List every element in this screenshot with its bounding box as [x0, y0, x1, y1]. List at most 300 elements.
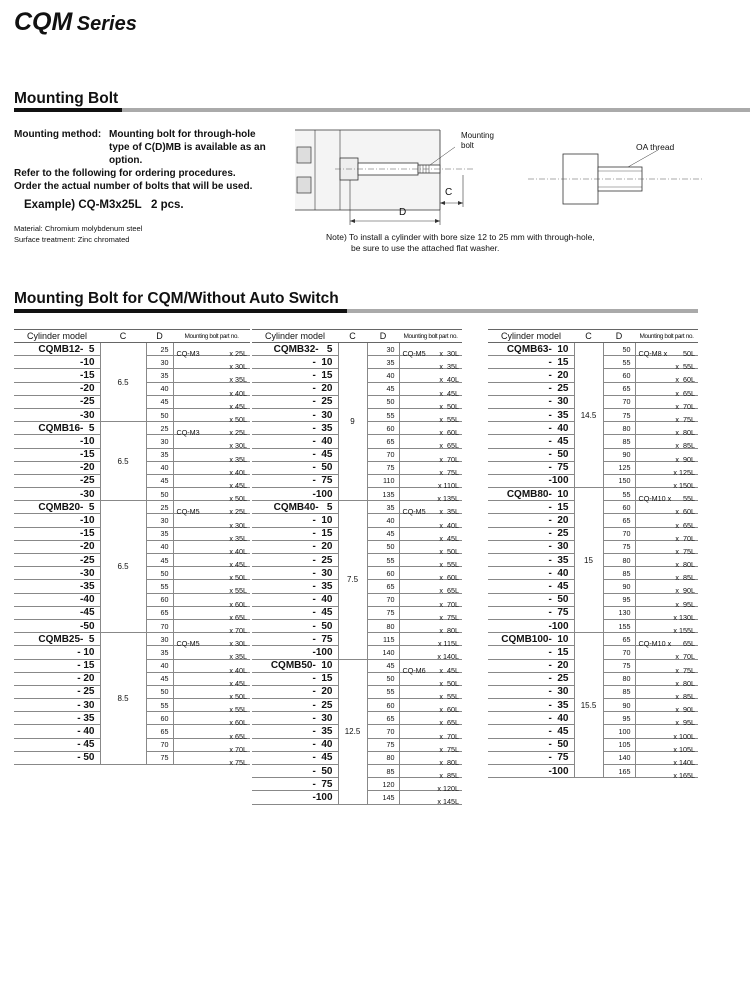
dimension-d: 65 [603, 514, 635, 527]
part-number [173, 343, 250, 359]
dimension-d: 75 [603, 408, 635, 421]
cylinder-model: CQMB12- 5 [14, 343, 100, 356]
dimension-c: 15.5 [574, 633, 603, 778]
part-suffix: x 70L [675, 401, 695, 411]
part-suffix: x 50L [229, 691, 247, 701]
dimension-d: 70 [367, 593, 399, 606]
part-number [173, 712, 250, 728]
cylinder-model: CQMB16- 5 [14, 422, 100, 435]
part-suffix: x 60L [229, 718, 247, 728]
dimension-d: 150 [603, 474, 635, 487]
dimension-d: 100 [603, 725, 635, 738]
cylinder-model: - 10 [252, 514, 338, 527]
dimension-d: 40 [146, 540, 173, 553]
dimension-d: 75 [367, 738, 399, 751]
part-number [173, 751, 250, 767]
dimension-d: 120 [367, 778, 399, 791]
part-number [173, 461, 250, 477]
dimension-d: 45 [367, 382, 399, 395]
dimension-d: 30 [146, 633, 173, 646]
cylinder-model: -10 [14, 435, 100, 448]
material-text: Material: Chromium molybdenum steel [14, 224, 143, 233]
dimension-d: 60 [146, 593, 173, 606]
part-suffix: x 85L [439, 771, 459, 781]
part-number [173, 448, 250, 464]
part-suffix: x 80L [675, 560, 695, 570]
part-suffix: x 45L [229, 678, 247, 688]
part-suffix: x 50L [439, 678, 459, 688]
dimension-d: 25 [146, 343, 173, 356]
example-text: Example) CQ-M3x25L 2 pcs. [24, 199, 184, 211]
part-number [399, 606, 462, 622]
part-suffix: x 70L [229, 626, 247, 636]
method-text-1: Mounting bolt for through-hole [109, 129, 256, 140]
part-number [173, 659, 250, 675]
dimension-d: 50 [146, 488, 173, 501]
part-number [399, 646, 462, 662]
cylinder-model: - 25 [14, 685, 100, 698]
part-suffix: x 30L [439, 349, 459, 359]
part-number [635, 593, 698, 609]
part-suffix: x 65L [675, 388, 695, 398]
cylinder-model: -30 [14, 408, 100, 421]
cylinder-model: - 15 [252, 369, 338, 382]
part-prefix: CQ-M3 [176, 349, 200, 359]
cylinder-model: - 45 [488, 725, 574, 738]
part-number [173, 554, 250, 570]
part-number [635, 461, 698, 477]
cylinder-model: - 35 [14, 712, 100, 725]
dimension-d: 90 [603, 580, 635, 593]
part-suffix: x 75L [675, 546, 695, 556]
part-suffix: x 40L [439, 375, 459, 385]
cylinder-model: -20 [14, 382, 100, 395]
part-suffix: x 50L [439, 546, 459, 556]
col-header-model: Cylinder model [488, 330, 574, 343]
part-number [173, 699, 250, 715]
part-suffix: x 55L [439, 691, 459, 701]
dimension-d: 95 [603, 593, 635, 606]
part-number [173, 514, 250, 530]
part-suffix: x 40L [229, 665, 247, 675]
dimension-d: 155 [603, 619, 635, 632]
cylinder-model: CQMB63- 10 [488, 343, 574, 356]
dimension-d: 85 [367, 765, 399, 778]
section-title-mounting-bolt: Mounting Bolt [14, 90, 119, 107]
part-suffix: x 60L [675, 507, 695, 517]
cylinder-model: - 35 [488, 554, 574, 567]
part-suffix: x 45L [229, 480, 247, 490]
order-text: Order the actual number of bolts that will be used. [14, 181, 253, 192]
dimension-d: 40 [367, 514, 399, 527]
dimension-d: 50 [367, 395, 399, 408]
part-number [173, 738, 250, 754]
part-suffix: x 60L [675, 375, 695, 385]
part-number [173, 422, 250, 438]
cylinder-model: - 35 [252, 725, 338, 738]
part-number [635, 382, 698, 398]
part-suffix: x 90L [675, 705, 695, 715]
dimension-d: 80 [603, 672, 635, 685]
dimension-d: 55 [146, 699, 173, 712]
dimension-d: 25 [146, 422, 173, 435]
part-number [399, 408, 462, 425]
part-number [635, 474, 698, 490]
part-suffix: x 45L [439, 533, 459, 543]
cylinder-model: -50 [14, 619, 100, 632]
col-header-part: Mounting bolt part no. [635, 330, 698, 343]
part-number [399, 527, 462, 543]
part-suffix: x 50L [439, 401, 459, 411]
part-number [399, 435, 462, 451]
dimension-d: 80 [603, 554, 635, 567]
oa-thread-diagram [528, 150, 708, 210]
cylinder-model: - 40 [14, 725, 100, 738]
part-number [399, 778, 462, 794]
part-number [173, 606, 250, 622]
part-number [173, 501, 250, 517]
table-row [14, 343, 250, 356]
cylinder-model: CQMB100- 10 [488, 633, 574, 646]
part-suffix: x 75L [439, 467, 459, 477]
part-number [399, 540, 462, 556]
cylinder-model: -35 [14, 580, 100, 593]
cylinder-model: - 20 [488, 369, 574, 382]
cylinder-model: - 30 [488, 540, 574, 553]
part-suffix: x 70L [439, 599, 459, 609]
dimension-d: 65 [146, 725, 173, 738]
part-number [399, 343, 462, 359]
part-number [173, 593, 250, 609]
part-number [399, 580, 462, 596]
dimension-d: 80 [603, 422, 635, 435]
part-suffix: x 45L [439, 665, 459, 675]
part-suffix: x 65L [439, 441, 459, 451]
cylinder-model: -40 [14, 593, 100, 606]
cylinder-model: - 75 [252, 778, 338, 791]
part-suffix: x 25L [229, 507, 247, 517]
part-suffix: x 70L [439, 454, 459, 464]
dimension-d: 45 [367, 527, 399, 540]
cylinder-model: - 40 [252, 435, 338, 448]
dimension-d: 75 [603, 540, 635, 553]
cylinder-model: - 25 [488, 527, 574, 540]
dimension-d: 60 [146, 712, 173, 725]
cylinder-model: - 75 [488, 606, 574, 619]
dimension-d: 40 [367, 369, 399, 382]
cylinder-model: -25 [14, 474, 100, 487]
cylinder-model: - 25 [252, 699, 338, 712]
dimension-d: 60 [367, 567, 399, 580]
dimension-d: 65 [603, 633, 635, 646]
part-number [635, 448, 698, 464]
part-suffix: x 130L [673, 612, 695, 622]
dimension-c: 6.5 [100, 501, 146, 633]
part-suffix: x 80L [675, 428, 695, 438]
cylinder-model: - 40 [488, 567, 574, 580]
method-text-2: type of C(D)MB is available as an [109, 142, 266, 153]
cylinder-model: - 25 [252, 554, 338, 567]
cylinder-model: - 50 [488, 448, 574, 461]
dimension-c: 6.5 [100, 422, 146, 501]
dimension-d: 30 [146, 514, 173, 527]
cylinder-model: - 35 [252, 422, 338, 435]
cylinder-model: - 75 [488, 751, 574, 764]
part-number [635, 514, 698, 530]
cylinder-model: - 50 [488, 593, 574, 606]
method-label: Mounting method: [14, 129, 102, 140]
part-suffix: 50L [683, 349, 695, 359]
part-suffix: x 70L [229, 744, 247, 754]
cylinder-model: - 30 [488, 685, 574, 698]
surface-text: Surface treatment: Zinc chromated [14, 235, 130, 244]
dimension-c: 15 [574, 488, 603, 633]
part-number [399, 488, 462, 504]
dimension-d: 65 [367, 580, 399, 593]
dimension-d: 55 [146, 580, 173, 593]
part-number [635, 422, 698, 438]
cylinder-model: - 30 [252, 567, 338, 580]
dimension-d: 80 [367, 751, 399, 764]
part-number [173, 395, 250, 411]
section-rule [14, 108, 750, 112]
part-suffix: x 40L [439, 520, 459, 530]
col-header-part: Mounting bolt part no. [173, 330, 250, 343]
col-header-c: C [574, 330, 603, 343]
part-suffix: x 35L [229, 454, 247, 464]
part-number [635, 699, 698, 715]
dimension-d: 40 [146, 382, 173, 395]
part-number [173, 488, 250, 504]
part-number [399, 593, 462, 609]
dimension-d: 35 [146, 527, 173, 540]
dimension-d: 75 [146, 751, 173, 764]
part-number [399, 461, 462, 477]
series-word: Series [76, 13, 137, 35]
cylinder-model: -20 [14, 461, 100, 474]
dimension-d: 145 [367, 791, 399, 804]
part-suffix: x 80L [439, 626, 459, 636]
cylinder-model: - 75 [252, 633, 338, 646]
dimension-d: 110 [367, 474, 399, 487]
dimension-d: 55 [367, 685, 399, 698]
part-prefix: CQ-M5 [176, 507, 200, 517]
cylinder-model: - 50 [488, 738, 574, 751]
cylinder-model: - 20 [488, 514, 574, 527]
part-number [173, 567, 250, 583]
dimension-d: 50 [367, 672, 399, 685]
part-number [635, 488, 698, 504]
part-suffix: x 115L [437, 639, 459, 649]
cylinder-model: - 45 [252, 606, 338, 619]
part-suffix: x 65L [229, 612, 247, 622]
table-row [14, 633, 250, 646]
cylinder-model: - 50 [252, 461, 338, 474]
dimension-d: 60 [603, 501, 635, 514]
table-row [488, 343, 698, 356]
table-row [14, 501, 250, 514]
part-number [173, 408, 250, 425]
part-suffix: x 75L [675, 415, 695, 425]
part-number [399, 633, 462, 649]
dimension-d: 80 [367, 619, 399, 632]
cylinder-model: - 15 [488, 501, 574, 514]
part-suffix: x 80L [675, 678, 695, 688]
dimension-c: 6.5 [100, 343, 146, 422]
part-suffix: x 145L [437, 797, 459, 807]
mounting-label-2: bolt [461, 141, 474, 150]
dimension-c: 8.5 [100, 633, 146, 765]
part-prefix: CQ-M8 x [638, 349, 668, 359]
dimension-d: 55 [367, 554, 399, 567]
part-suffix: x 95L [675, 599, 695, 609]
dimension-d: 65 [367, 435, 399, 448]
part-number [635, 712, 698, 728]
part-suffix: x 75L [439, 744, 459, 754]
bolt-table-2 [252, 329, 462, 805]
dimension-d: 35 [146, 369, 173, 382]
part-suffix: x 65L [675, 520, 695, 530]
part-suffix: 55L [683, 494, 695, 504]
cylinder-model: - 30 [252, 408, 338, 421]
dimension-d: 135 [367, 488, 399, 501]
cylinder-model: - 75 [252, 474, 338, 487]
cylinder-model: - 35 [252, 580, 338, 593]
part-suffix: x 45L [439, 388, 459, 398]
part-number [635, 738, 698, 754]
dimension-d: 70 [146, 619, 173, 632]
dim-d-label: D [399, 207, 407, 218]
dimension-d: 105 [603, 738, 635, 751]
cylinder-model: CQMB80- 10 [488, 488, 574, 501]
part-number [173, 633, 250, 649]
part-number [635, 725, 698, 741]
part-number [399, 619, 462, 636]
dimension-d: 35 [367, 356, 399, 369]
part-suffix: x 80L [439, 757, 459, 767]
part-number [635, 395, 698, 411]
part-number [173, 382, 250, 398]
dimension-d: 75 [603, 659, 635, 672]
part-suffix: x 140L [673, 757, 695, 767]
part-suffix: x 125L [673, 467, 695, 477]
part-number [635, 408, 698, 425]
part-suffix: x 60L [439, 428, 459, 438]
part-number [635, 685, 698, 701]
dimension-d: 55 [603, 488, 635, 501]
part-number [399, 369, 462, 385]
cylinder-model: -100 [252, 488, 338, 501]
part-prefix: CQ-M10 x [638, 494, 672, 504]
part-number [635, 751, 698, 767]
part-number [399, 659, 462, 675]
cylinder-model: - 15 [14, 659, 100, 672]
part-suffix: x 120L [437, 784, 459, 794]
cylinder-model: - 75 [488, 461, 574, 474]
part-number [399, 712, 462, 728]
part-suffix: x 45L [229, 560, 247, 570]
dimension-d: 115 [367, 633, 399, 646]
part-number [173, 646, 250, 662]
oa-thread-label: OA thread [636, 142, 675, 152]
part-suffix: x 85L [675, 441, 695, 451]
method-text-3: option. [109, 155, 143, 166]
part-suffix: x 35L [229, 375, 247, 385]
part-number [635, 356, 698, 372]
part-suffix: x 85L [675, 691, 695, 701]
cylinder-model: CQMB50- 10 [252, 659, 338, 672]
part-number [399, 422, 462, 438]
part-suffix: 65L [683, 639, 695, 649]
cylinder-model: - 40 [488, 712, 574, 725]
cylinder-model: - 45 [252, 448, 338, 461]
cylinder-model: -100 [488, 474, 574, 487]
part-number [635, 343, 698, 359]
dimension-d: 165 [603, 765, 635, 778]
part-suffix: x 140L [437, 652, 459, 662]
part-number [399, 725, 462, 741]
col-header-model: Cylinder model [252, 330, 338, 343]
dimension-d: 70 [603, 527, 635, 540]
dimension-d: 85 [603, 435, 635, 448]
dimension-d: 60 [603, 369, 635, 382]
part-suffix: x 65L [439, 586, 459, 596]
table-row [252, 659, 462, 672]
dim-c-label: C [445, 187, 453, 198]
part-number [635, 633, 698, 649]
part-number [635, 606, 698, 622]
part-suffix: x 55L [439, 415, 459, 425]
dimension-d: 45 [146, 554, 173, 567]
dimension-d: 75 [367, 606, 399, 619]
part-number [173, 474, 250, 490]
part-number [399, 699, 462, 715]
refer-text: Refer to the following for ordering procedures. [14, 168, 236, 179]
part-suffix: x 30L [229, 441, 247, 451]
part-number [399, 474, 462, 490]
part-number [635, 554, 698, 570]
col-header-c: C [100, 330, 146, 343]
dimension-d: 35 [367, 501, 399, 514]
dimension-d: 50 [146, 567, 173, 580]
part-number [635, 646, 698, 662]
cylinder-model: - 40 [252, 593, 338, 606]
cylinder-model: -15 [14, 369, 100, 382]
col-header-d: D [146, 330, 173, 343]
col-header-c: C [338, 330, 367, 343]
dimension-d: 70 [146, 738, 173, 751]
part-number [173, 369, 250, 385]
part-prefix: CQ-M6 [402, 665, 426, 675]
part-suffix: x 60L [439, 573, 459, 583]
part-number [635, 765, 698, 781]
dimension-d: 40 [146, 659, 173, 672]
part-suffix: x 50L [229, 573, 247, 583]
part-number [635, 501, 698, 517]
cylinder-model: - 40 [252, 738, 338, 751]
part-number [635, 435, 698, 451]
cylinder-model: CQMB40- 5 [252, 501, 338, 514]
part-number [635, 672, 698, 688]
cylinder-model: -30 [14, 488, 100, 501]
part-suffix: x 65L [229, 731, 247, 741]
col-header-d: D [603, 330, 635, 343]
col-header-part: Mounting bolt part no. [399, 330, 462, 343]
part-suffix: x 65L [439, 718, 459, 728]
part-number [635, 567, 698, 583]
cylinder-model: - 25 [488, 382, 574, 395]
part-number [173, 580, 250, 596]
